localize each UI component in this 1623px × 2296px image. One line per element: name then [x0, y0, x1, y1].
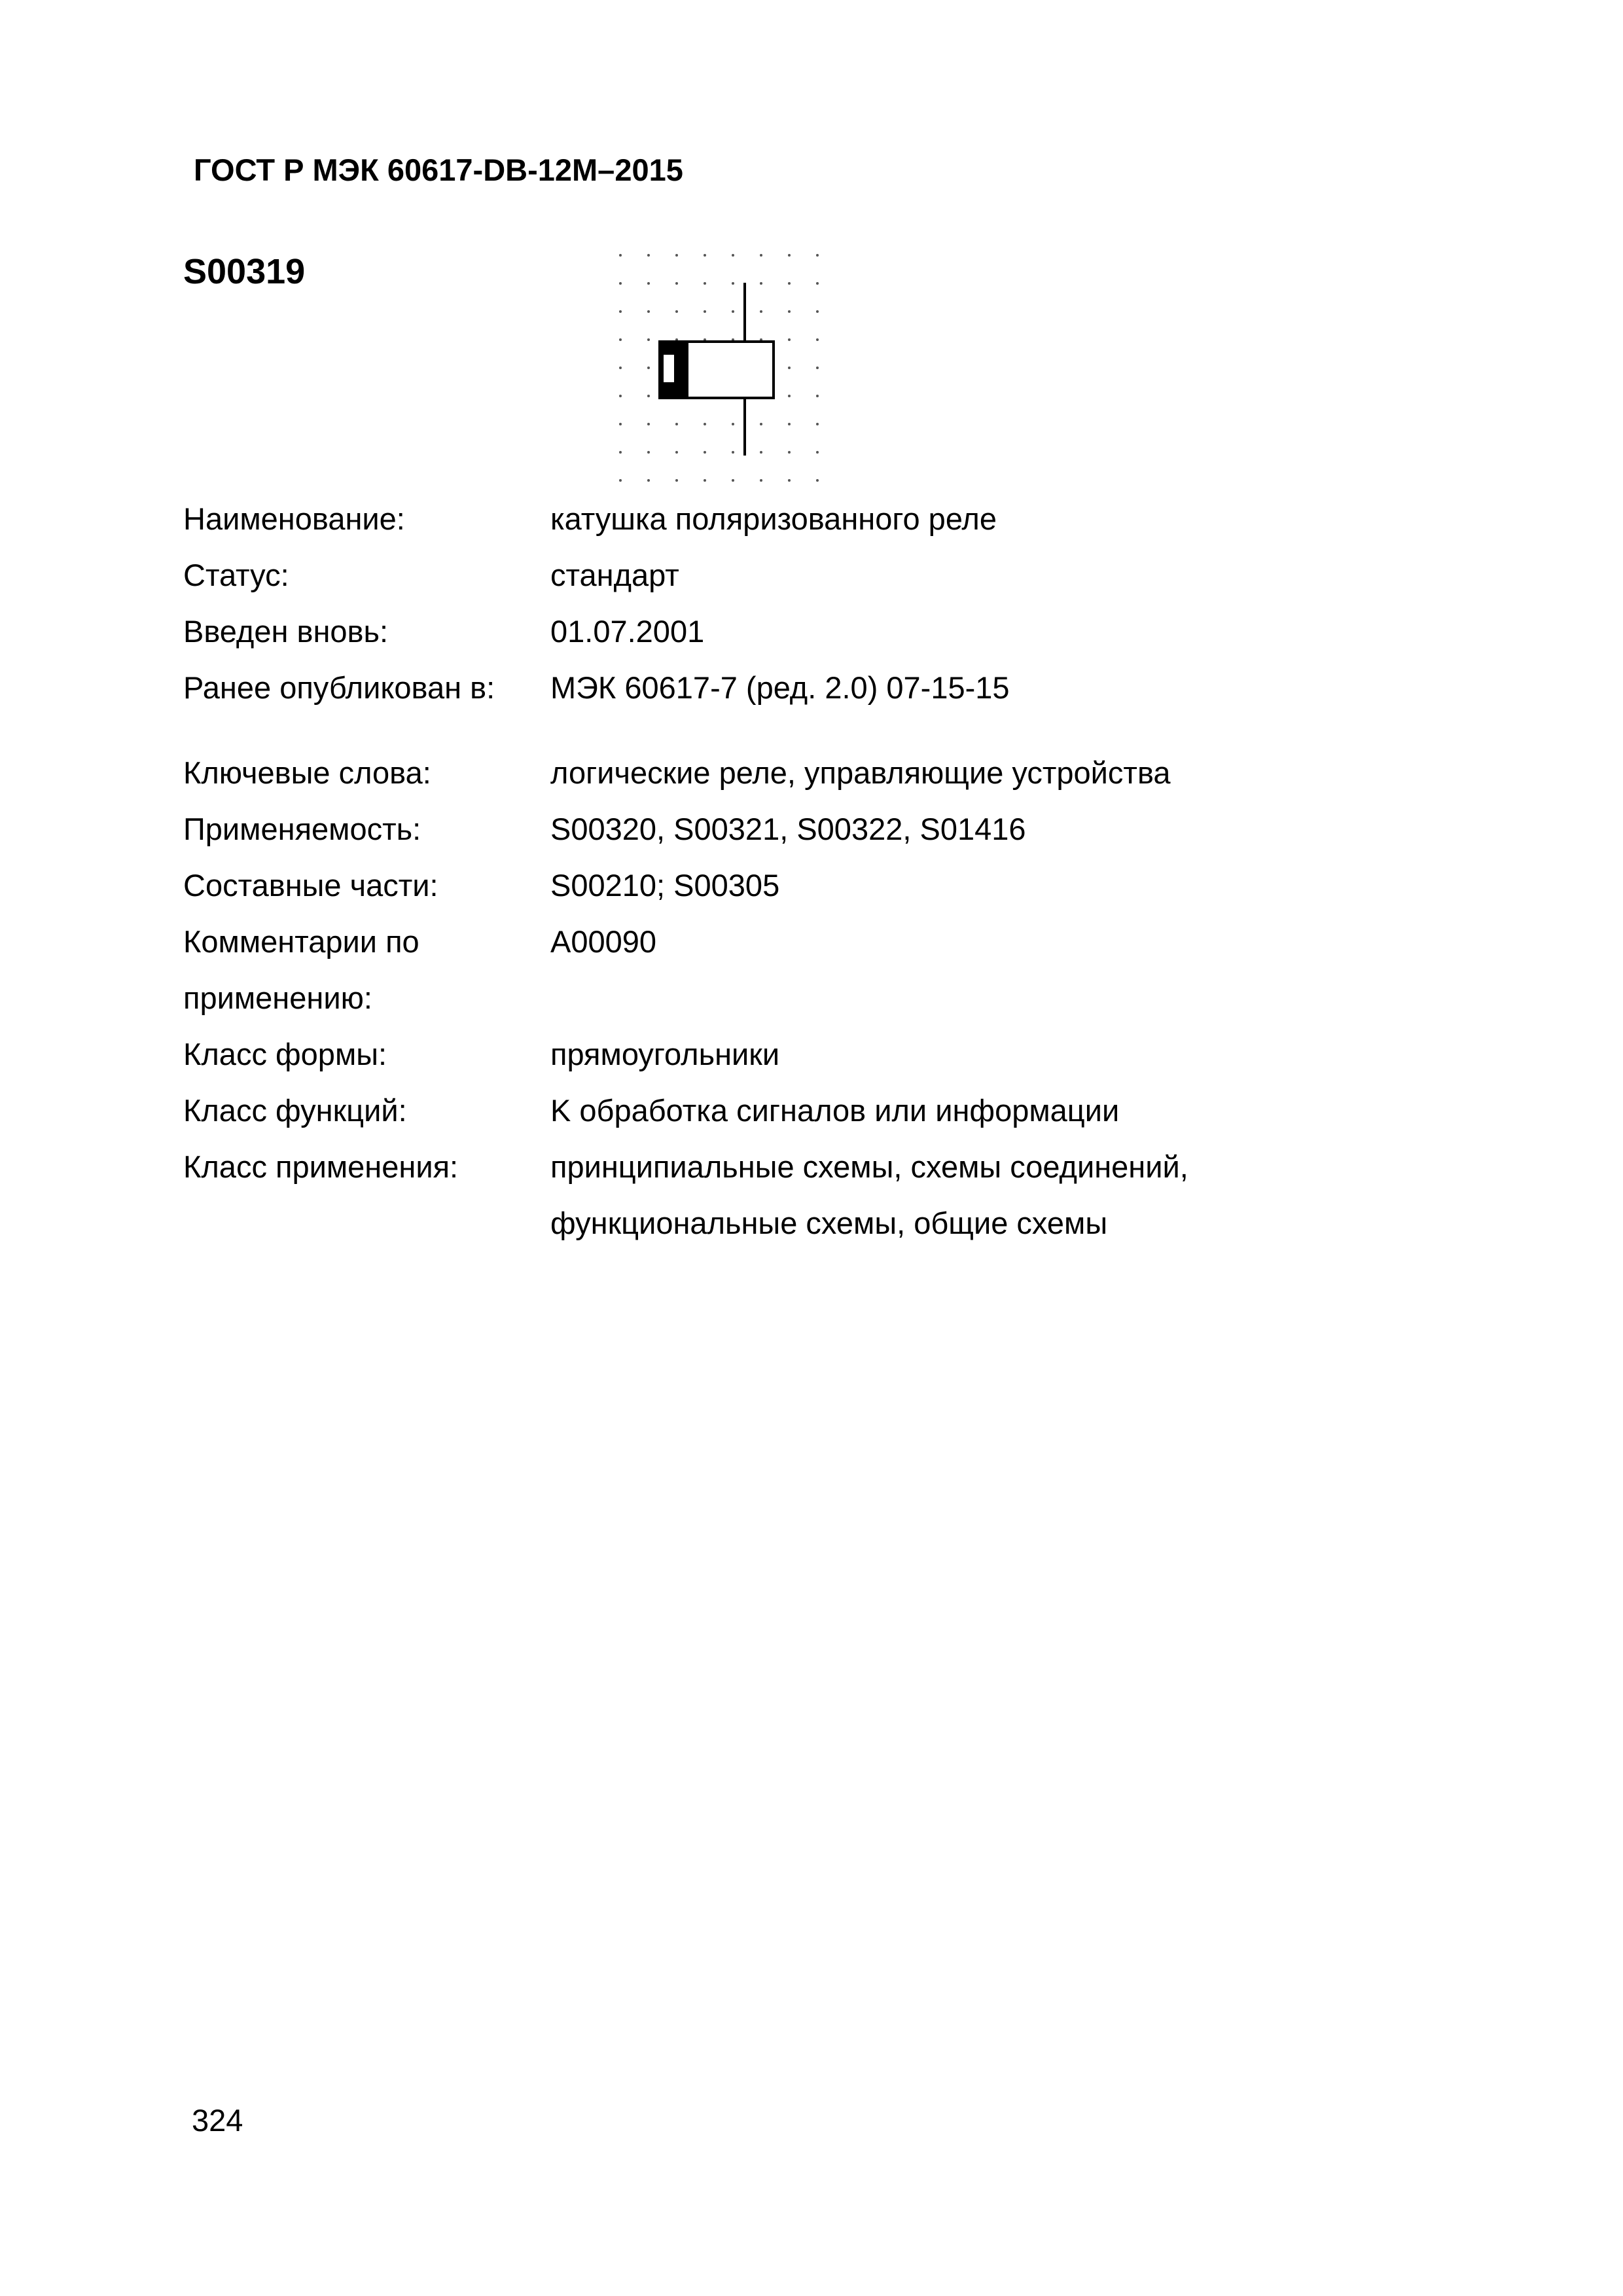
grid-dot [647, 423, 650, 425]
grid-dot [675, 451, 678, 454]
grid-dot [675, 282, 678, 285]
property-row-shape-class [183, 1026, 1427, 1083]
property-row-function-class [183, 1083, 1427, 1139]
property-value: катушка поляризованного реле [550, 501, 997, 536]
property-label: Класс формы: [183, 1037, 387, 1071]
grid-dot [647, 395, 650, 397]
grid-dot [788, 479, 791, 482]
grid-dot [816, 423, 819, 425]
property-value [550, 1139, 1427, 1251]
property-label: Ранее опубликован в: [183, 670, 495, 705]
grid-dot [647, 367, 650, 369]
grid-dot [732, 282, 734, 285]
grid-dot [816, 395, 819, 397]
property-label: Введен вновь: [183, 614, 389, 649]
grid-dot [704, 451, 706, 454]
grid-dot [647, 338, 650, 341]
property-row-status [183, 547, 1427, 603]
grid-dot [760, 479, 762, 482]
grid-dot [675, 479, 678, 482]
grid-dot [788, 395, 791, 397]
property-row-application-notes [183, 914, 1427, 1026]
grid-dot [816, 338, 819, 341]
grid-dot [619, 395, 622, 397]
grid-dot [816, 367, 819, 369]
grid-dot [704, 479, 706, 482]
property-value: стандарт [550, 558, 679, 592]
property-value: МЭК 60617-7 (ред. 2.0) 07-15-15 [550, 670, 1010, 705]
property-label [183, 914, 550, 1026]
property-row-previously-published [183, 660, 1427, 716]
grid-dot [732, 310, 734, 313]
grid-dot [619, 282, 622, 285]
property-value: S00320, S00321, S00322, S01416 [550, 812, 1026, 846]
grid-dot [619, 254, 622, 257]
grid-dot [816, 254, 819, 257]
grid-dot [732, 451, 734, 454]
property-value-line: принципиальные схемы, схемы соединений, [550, 1149, 1188, 1184]
property-label: Ключевые слова: [183, 755, 431, 790]
property-label: Наименование: [183, 501, 405, 536]
grid-dot [619, 423, 622, 425]
grid-dot [675, 254, 678, 257]
grid-dot [647, 254, 650, 257]
grid-dot [619, 338, 622, 341]
page-number: 324 [192, 2103, 243, 2138]
grid-dot [760, 423, 762, 425]
properties-extra [183, 745, 1427, 1251]
grid-dot [732, 254, 734, 257]
grid-dot [732, 479, 734, 482]
grid-dot [619, 451, 622, 454]
grid-dot [760, 451, 762, 454]
property-row-application-class [183, 1139, 1427, 1251]
grid-dot [788, 423, 791, 425]
grid-dot [704, 423, 706, 425]
grid-dot [760, 254, 762, 257]
polarity-marker-window [664, 355, 674, 382]
property-label: Статус: [183, 558, 289, 592]
grid-dot [788, 367, 791, 369]
property-value: логические реле, управляющие устройства [550, 755, 1171, 790]
property-label: Составные части: [183, 868, 438, 903]
polarized-relay-coil-symbol [615, 242, 864, 497]
grid-dot [675, 310, 678, 313]
property-row-name [183, 491, 1427, 547]
grid-dot [788, 254, 791, 257]
grid-dot [732, 423, 734, 425]
grid-dot [788, 451, 791, 454]
property-row-introduced [183, 603, 1427, 660]
grid-dot [816, 479, 819, 482]
grid-dot [788, 310, 791, 313]
grid-dot [816, 282, 819, 285]
grid-dot [619, 367, 622, 369]
property-row-components [183, 857, 1427, 914]
grid-dot [760, 282, 762, 285]
property-label: Применяемость: [183, 812, 421, 846]
property-label: Класс применения: [183, 1149, 459, 1184]
property-label: Класс функций: [183, 1093, 407, 1128]
property-value: K обработка сигналов или информации [550, 1093, 1120, 1128]
grid-dot [704, 254, 706, 257]
grid-dot [619, 310, 622, 313]
property-value: 01.07.2001 [550, 614, 705, 649]
grid-dot [647, 282, 650, 285]
property-value: прямоугольники [550, 1037, 780, 1071]
grid-dot [816, 451, 819, 454]
property-value: S00210; S00305 [550, 868, 780, 903]
property-label-text: Комментарии по применению: [183, 924, 419, 1015]
property-row-applicability [183, 801, 1427, 857]
grid-dot [647, 310, 650, 313]
property-value-line: функциональные схемы, общие схемы [550, 1206, 1108, 1240]
grid-dot [816, 310, 819, 313]
grid-dot [647, 479, 650, 482]
grid-dot [760, 310, 762, 313]
grid-dot [647, 451, 650, 454]
grid-dot [675, 423, 678, 425]
properties-main [183, 491, 1427, 716]
grid-dot [704, 310, 706, 313]
property-row-keywords [183, 745, 1427, 801]
grid-dot [788, 338, 791, 341]
symbol-code: S00319 [183, 252, 306, 291]
document-header: ГОСТ Р МЭК 60617-DB-12M–2015 [194, 152, 683, 187]
grid-dot [704, 282, 706, 285]
grid-dot [788, 282, 791, 285]
property-value: A00090 [550, 924, 657, 959]
grid-dot [619, 479, 622, 482]
